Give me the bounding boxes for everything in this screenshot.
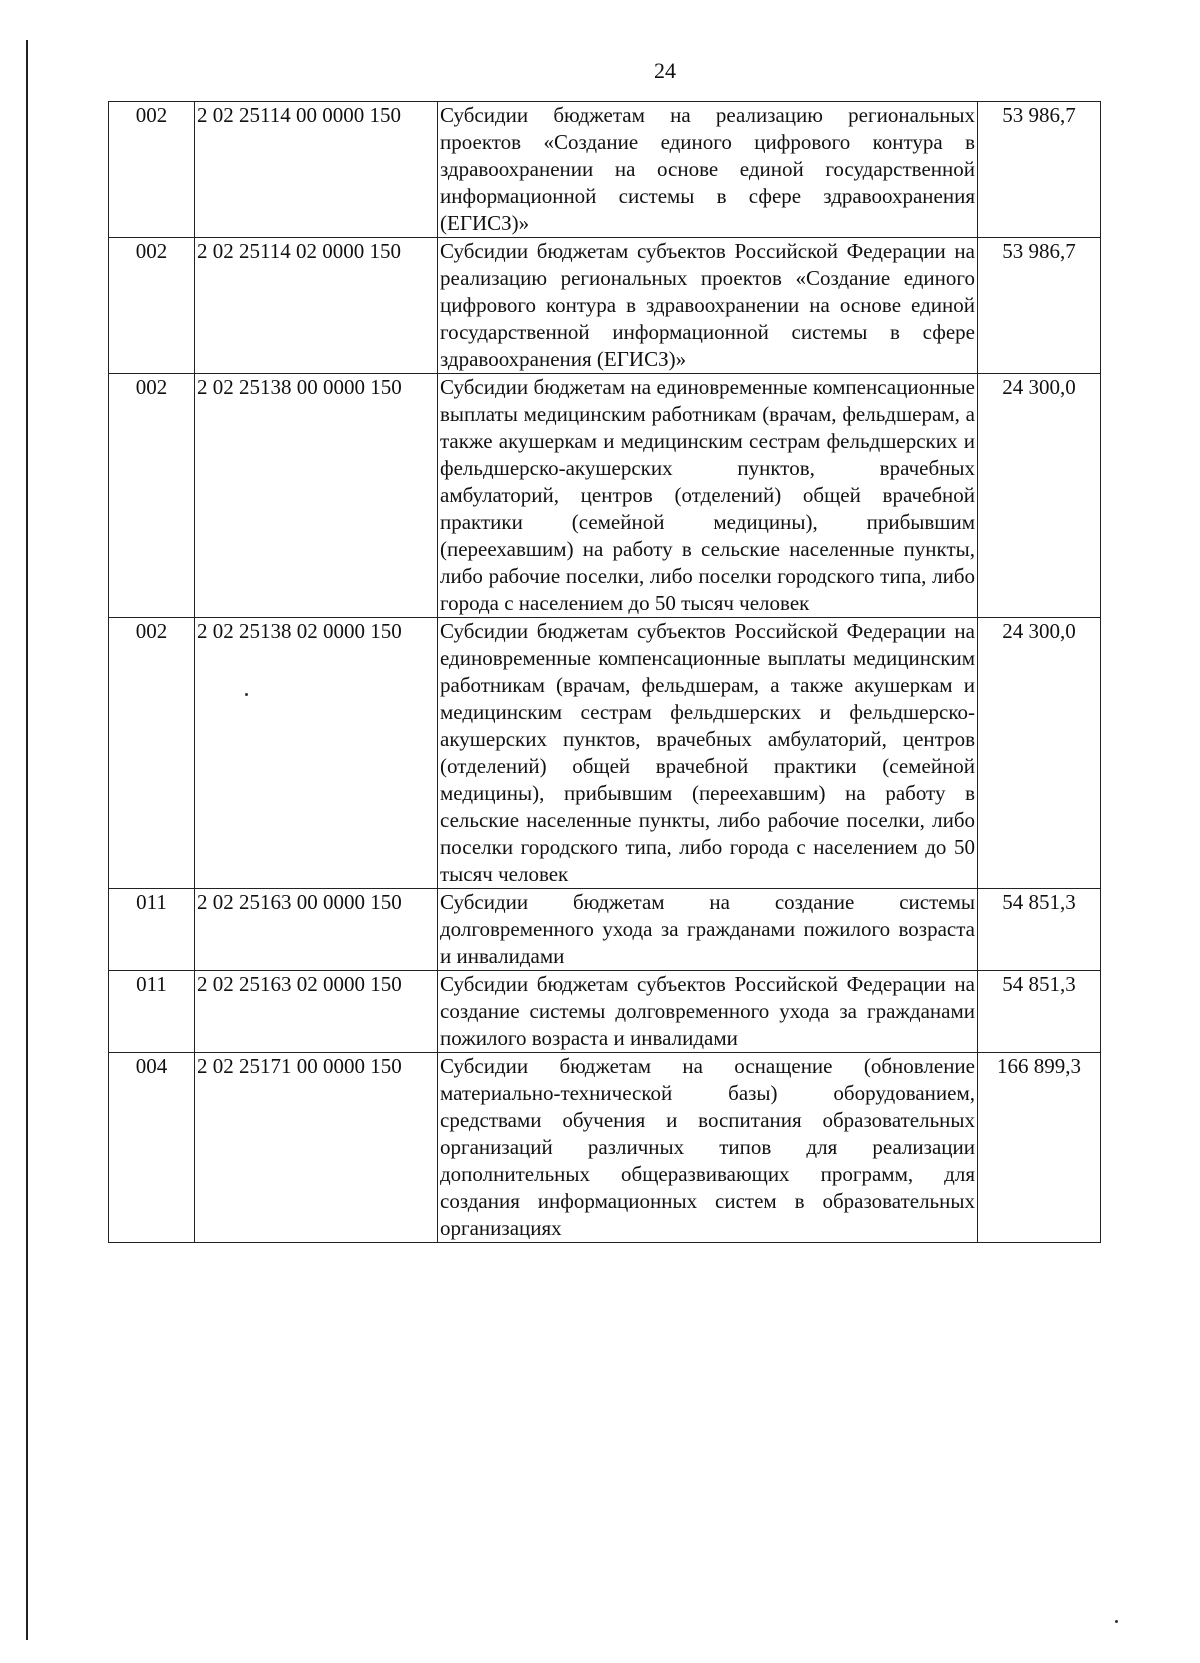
budget-code-cell: 2 02 25114 00 0000 150	[195, 102, 438, 238]
admin-code-cell: 002	[109, 102, 195, 238]
admin-code-cell: 004	[109, 1053, 195, 1243]
table-row	[109, 238, 1101, 374]
amount-cell: 53 986,7	[978, 238, 1101, 374]
amount-cell: 24 300,0	[978, 618, 1101, 889]
table-row	[109, 889, 1101, 971]
admin-code-cell: 002	[109, 618, 195, 889]
budget-code-cell: 2 02 25138 02 0000 150	[195, 618, 438, 889]
description-cell: Субсидии бюджетам субъектов Российской Федерации на единовременные компенсационные выплаты медицинским работникам (врачам, фельдшерам, а также акушеркам и медицинским сестрам фельдшерских и фельдшерско-акушерских пунктов, врачебных амбулаторий, центров (отделений) общей врачебной практики (семейной медицины), прибывшим (переехавшим) на работу в сельские населенные пункты, либо рабочие поселки, либо поселки городского типа, либо города с населением до 50 тысяч человек	[438, 618, 978, 889]
table-row	[109, 1053, 1101, 1243]
amount-cell: 53 986,7	[978, 102, 1101, 238]
budget-code-cell: 2 02 25163 00 0000 150	[195, 889, 438, 971]
description-cell: Субсидии бюджетам на единовременные компенсационные выплаты медицинским работникам (врачам, фельдшерам, а также акушеркам и медицинским сестрам фельдшерских и фельдшерско-акушерских пунктов, врачебных амбулаторий, центров (отделений) общей врачебной практики (семейной медицины), прибывшим (переехавшим) на работу в сельские населенные пункты, либо рабочие поселки, либо поселки городского типа, либо города с населением до 50 тысяч человек	[438, 374, 978, 618]
description-cell: Субсидии бюджетам на оснащение (обновление материально-технической базы) оборудованием, средствами обучения и воспитания образовательных организаций различных типов для реализации дополнительных общеразвивающих программ, для создания информационных систем в образовательных организациях	[438, 1053, 978, 1243]
revenue-table	[108, 101, 1101, 1243]
scan-speck	[245, 693, 248, 696]
amount-cell: 54 851,3	[978, 971, 1101, 1053]
description-cell: Субсидии бюджетам субъектов Российской Федерации на создание системы долговременного ухода за гражданами пожилого возраста и инвалидами	[438, 971, 978, 1053]
description-cell: Субсидии бюджетам на реализацию региональных проектов «Создание единого цифрового контура в здравоохранении на основе единой государственной информационной системы в сфере здравоохранения (ЕГИСЗ)»	[438, 102, 978, 238]
amount-cell: 166 899,3	[978, 1053, 1101, 1243]
admin-code-cell: 011	[109, 889, 195, 971]
table-row	[109, 374, 1101, 618]
table-row	[109, 102, 1101, 238]
admin-code-cell: 002	[109, 374, 195, 618]
page-number: 24	[654, 58, 676, 83]
budget-code-cell: 2 02 25171 00 0000 150	[195, 1053, 438, 1243]
scan-speck	[1115, 1620, 1118, 1623]
budget-code-cell: 2 02 25114 02 0000 150	[195, 238, 438, 374]
budget-code-cell: 2 02 25138 00 0000 150	[195, 374, 438, 618]
admin-code-cell: 011	[109, 971, 195, 1053]
admin-code-cell: 002	[109, 238, 195, 374]
budget-code-cell: 2 02 25163 02 0000 150	[195, 971, 438, 1053]
amount-cell: 24 300,0	[978, 374, 1101, 618]
description-cell: Субсидии бюджетам на создание системы долговременного ухода за гражданами пожилого возраста и инвалидами	[438, 889, 978, 971]
left-margin-rule	[26, 40, 28, 1640]
description-cell: Субсидии бюджетам субъектов Российской Федерации на реализацию региональных проектов «Создание единого цифрового контура в здравоохранении на основе единой государственной информационной системы в сфере здравоохранения (ЕГИСЗ)»	[438, 238, 978, 374]
table-row	[109, 971, 1101, 1053]
table-row	[109, 618, 1101, 889]
amount-cell: 54 851,3	[978, 889, 1101, 971]
